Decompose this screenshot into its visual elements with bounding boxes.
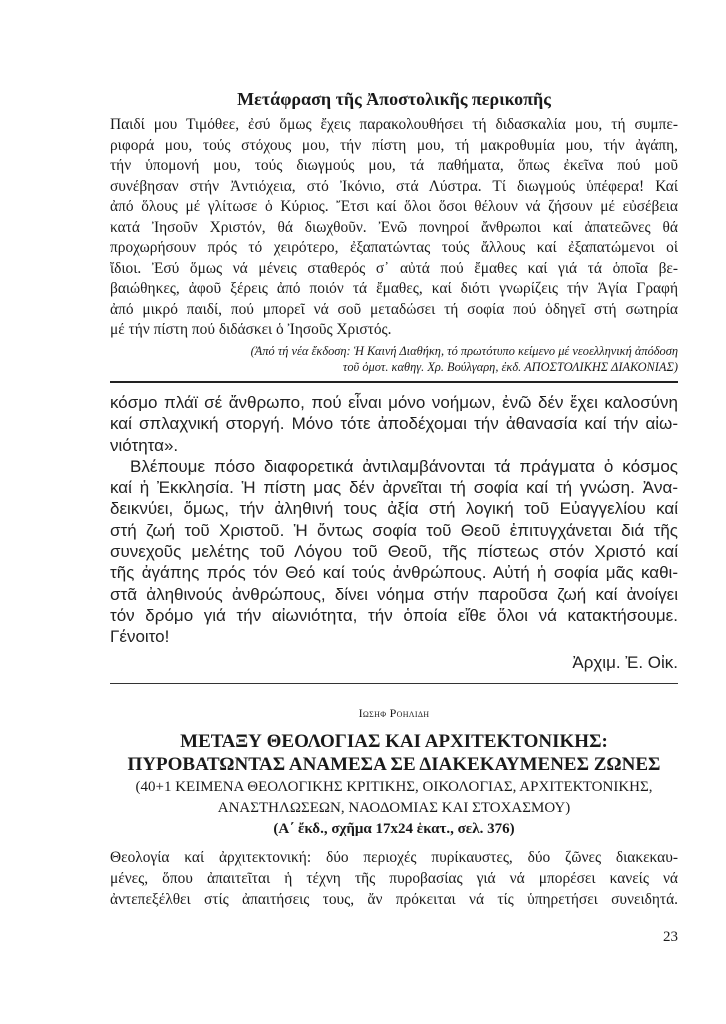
- text-line: Παιδί μου Τιμόθεε, ἐσύ ὅμως ἔχεις παρακολουθήσει τή διδασκαλία μου, τή συμπε-: [110, 116, 678, 133]
- text-line: μέ τήν πίστη πού διδάσκει ὁ Ἰησοῦς Χριστός.: [110, 321, 392, 338]
- divider: [110, 381, 678, 383]
- text-line: βαιώθηκες, ἀφοῦ ξέρεις ἀπό ποιόν τά ἔμαθες, καί διότι γνωρίζεις τήν Ἁγία Γραφή: [110, 280, 678, 297]
- text-line: προχωρήσουν πρός τό χειρότερο, ἐξαπατώντας τούς ἄλλους καί ἐξαπατώμενοι οἱ: [110, 239, 678, 256]
- text-line: δεικνύει, ὅμως, τήν ἀληθινή τους ἀξία στή λογική τοῦ Εὐαγγελίου καί: [110, 499, 678, 519]
- text-line: μένες, ὅπου ἀπαιτεῖται ἡ τέχνη τῆς πυροβασίας γιά νά μπορέσει κανείς νά: [110, 870, 678, 887]
- text-line: Βλέπουμε πόσο διαφορετικά ἀντιλαμβάνονται τά πράγματα ὁ κόσμος: [130, 456, 678, 476]
- book-author: Ιωσηφ Ροηλιδη: [358, 706, 430, 720]
- divider: [110, 683, 678, 684]
- text-line: κόσμο πλάϊ σέ ἄνθρωπο, πού εἶναι μόνο νοήμων, ἐνῶ δέν ἔχει καλοσύνη: [110, 393, 678, 412]
- text-line: κατά Ἰησοῦν Χριστόν, θά διωχθοῦν. Ἐνῶ πονηροί ἄνθρωποι καί ἀπατεῶνες θά: [110, 218, 678, 236]
- text-line: συνεχοῦς μελέτης τοῦ Λόγου τοῦ Θεοῦ, τῆς πίστεως στόν Χριστό καί: [110, 542, 678, 562]
- text-line: Γένοιτο!: [110, 627, 170, 647]
- text-line: στᾶ ἀληθινούς ἀνθρώπους, δίνει νόημα στήν παροῦσα ζωή καί ἀνοίγει: [110, 584, 678, 604]
- text-line: στή ζωή τοῦ Χριστοῦ. Ἡ ὄντως σοφία τοῦ Θεοῦ ἐπιτυγχάνεται διά τῆς: [110, 520, 678, 540]
- page-number: 23: [663, 929, 678, 945]
- text-line: ἀντεπεξέλθει στίς ἀπαιτήσεις τους, ἄν πρόκειται νά τίς ὑπηρετήσει συνειδητά.: [110, 891, 678, 908]
- translation-paragraph: [110, 115, 678, 341]
- book-title: [110, 730, 678, 776]
- text-line: ἀπό ὅλους μέ γλίτωσε ὁ Κύριος. Ἔτσι καί ὅλοι ὅσοι θέλουν νά ζήσουν μέ εὐσέβεια: [110, 198, 678, 215]
- text-line: καί σπλαχνική στοργή. Μόνο τότε ἀποδέχομαι τήν ἀθανασία καί τήν αἰω-: [110, 414, 678, 434]
- text-line: τῆς ἀγάπης πρός τόν Θεό καί τούς ἀνθρώπους. Αὐτή ἡ σοφία μᾶς καθι-: [110, 563, 678, 583]
- subtitle-line: ΑΝΑΣΤΗΛΩΣΕΩΝ, ΝΑΟΔΟΜΙΑΣ ΚΑΙ ΣΤΟΧΑΣΜΟΥ): [217, 800, 571, 816]
- citation: [110, 343, 678, 375]
- text-line: ριφορά μου, τούς στόχους μου, τήν πίστη μου, τή μακροθυμία μου, τήν ἀγάπη,: [110, 136, 678, 154]
- citation-line: (Ἀπό τή νέα ἔκδοση: Ἡ Καινή Διαθήκη, τό πρωτότυπο κείμενο μέ νεοελληνική ἀπόδοση: [250, 344, 678, 358]
- book-title-line: ΜΕΤΑΞΥ ΘΕΟΛΟΓΙΑΣ ΚΑΙ ΑΡΧΙΤΕΚΤΟΝΙΚΗΣ:: [180, 731, 608, 752]
- text-line: τόν δρόμο γιά τήν αἰωνιότητα, τήν ὁποία εἴθε ὅλοι νά κατακτήσουμε.: [110, 605, 678, 625]
- book-description: [110, 847, 678, 910]
- signature: Ἀρχιμ. Ἐ. Οἰκ.: [572, 653, 678, 672]
- text-line: ἴδιοι. Ἐσύ ὅμως νά μένεις σταθερός σ᾿ αὐτά πού ἔμαθες καί γιά τά ὁποῖα βε-: [110, 259, 678, 277]
- text-line: νιότητα».: [110, 435, 179, 455]
- book-edition: (Α΄ ἔκδ., σχῆμα 17x24 ἑκατ., σελ. 376): [273, 821, 515, 837]
- book-subtitle: [110, 777, 678, 819]
- subtitle-line: (40+1 ΚΕΙΜΕΝΑ ΘΕΟΛΟΓΙΚΗΣ ΚΡΙΤΙΚΗΣ, ΟΙΚΟΛΟΓΙΑΣ, ΑΡΧΙΤΕΚΤΟΝΙΚΗΣ,: [135, 779, 653, 795]
- text-line: καί ἡ Ἐκκλησία. Ἡ πίστη μας δέν ἀρνεῖται τή σοφία καί τή γνώση. Ἀνα-: [110, 478, 678, 498]
- section-title: Μετάφραση τῆς Ἀποστολικῆς περικοπῆς: [237, 89, 551, 109]
- text-line: Θεολογία καί ἀρχιτεκτονική: δύο περιοχές πυρίκαυστες, δύο ζῶνες διακεκαυ-: [110, 849, 678, 866]
- text-line: συνέβησαν στήν Ἀντιόχεια, στό Ἰκόνιο, στά Λύστρα. Τί διωγμούς ὑπέφερα! Καί: [110, 177, 678, 195]
- book-title-line: ΠΥΡΟΒΑΤΩΝΤΑΣ ΑΝΑΜΕΣΑ ΣΕ ΔΙΑΚΕΚΑΥΜΕΝΕΣ ΖΩΝΕΣ: [127, 754, 661, 775]
- text-line: ἀπό μικρό παιδί, πού μπορεῖ νά σοῦ μεταδώσει τή σοφία πού ὁδηγεῖ στή σωτηρία: [110, 300, 678, 318]
- article-paragraph: [110, 392, 678, 648]
- text-line: τήν ὑπομονή μου, τούς διωγμούς μου, τά παθήματα, ὅπως ἐκεῖνα πού μοῦ: [110, 157, 678, 174]
- citation-line: τοῦ ὁμοτ. καθηγ. Χρ. Βούλγαρη, ἐκδ. ΑΠΟΣΤΟΛΙΚΗΣ ΔΙΑΚΟΝΙΑΣ): [342, 360, 678, 374]
